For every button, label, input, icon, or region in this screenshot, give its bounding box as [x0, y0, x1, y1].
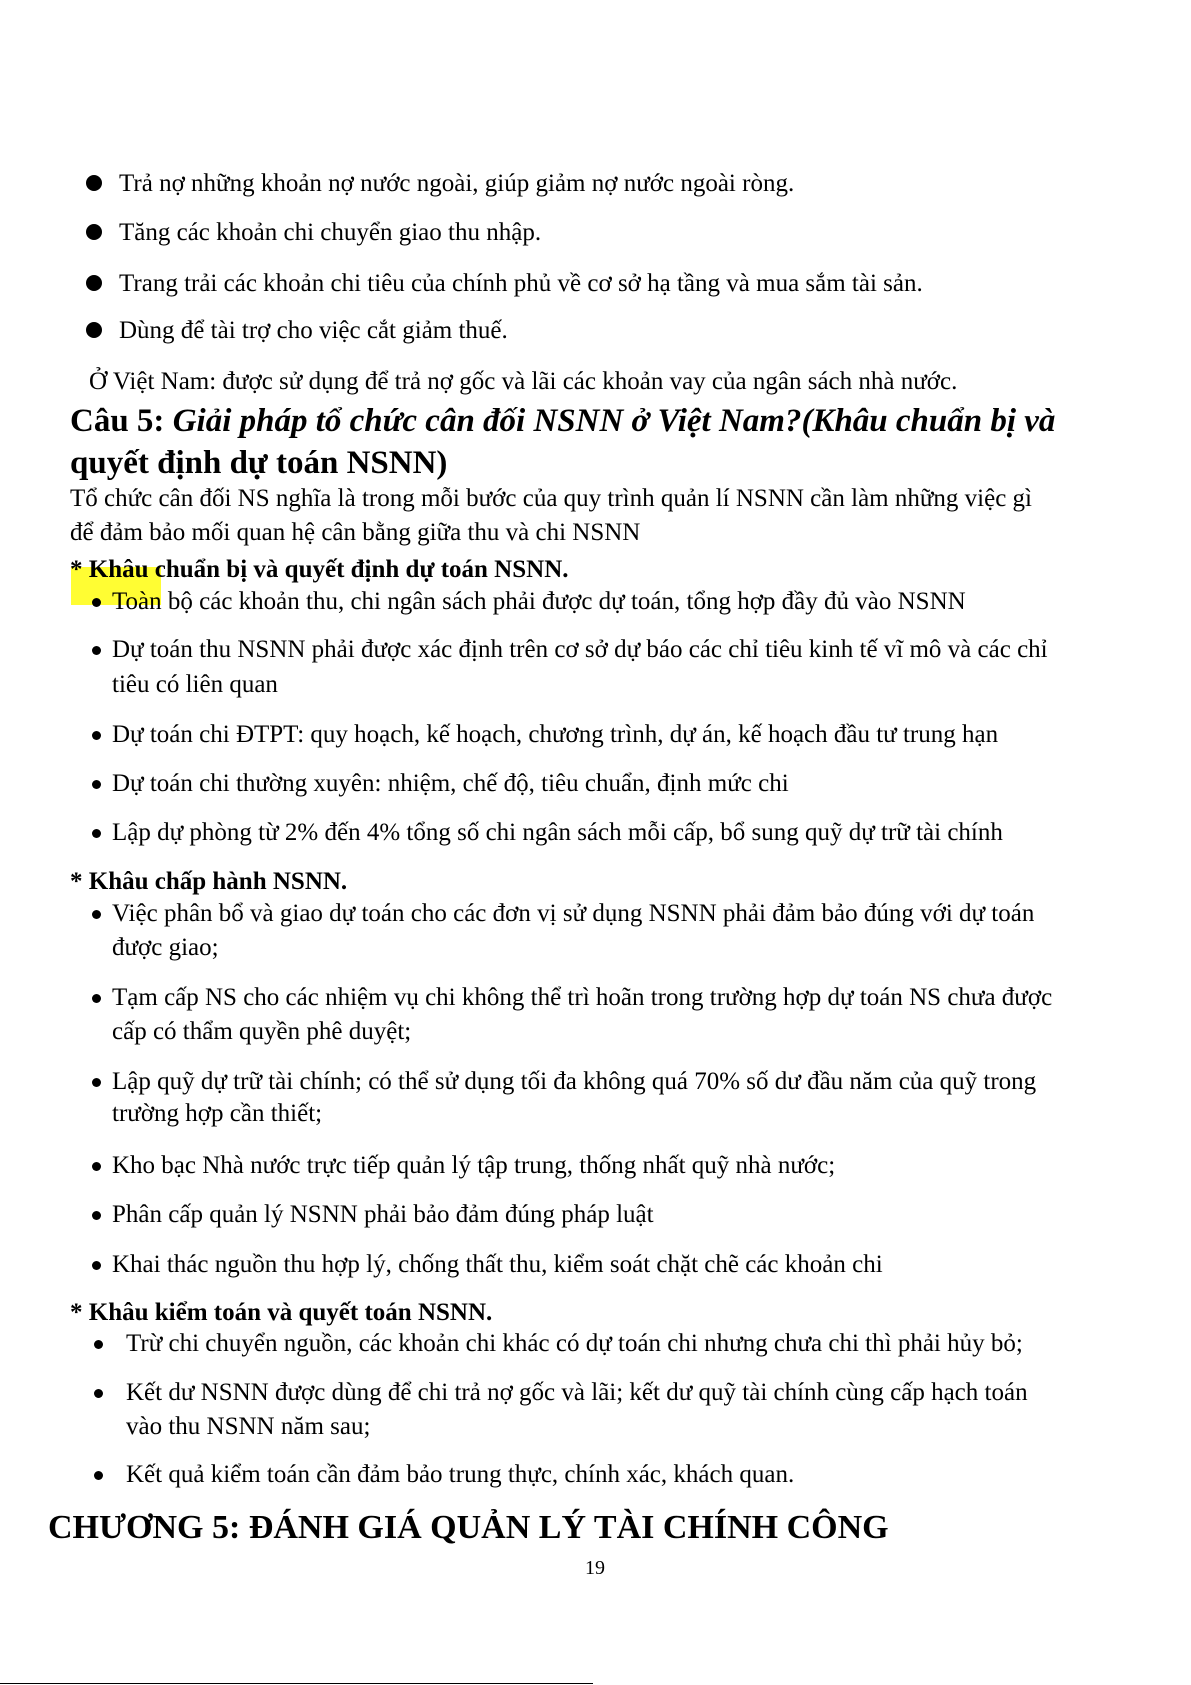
section3-item-2: Kết dư NSNN được dùng để chi trả nợ gốc và lãi; kết dư quỹ tài chính cùng cấp hạch toán — [126, 1379, 1028, 1406]
intro-paragraph-line1: Tổ chức cân đối NS nghĩa là trong mỗi bước của quy trình quản lí NSNN cần làm những việc gì — [70, 485, 1032, 512]
section-heading-audit: * Khâu kiểm toán và quyết toán NSNN. — [70, 1299, 493, 1326]
section-heading-preparation: * Khâu chuẩn bị và quyết định dự toán NSNN. — [70, 556, 569, 583]
bullet-icon — [92, 1211, 101, 1220]
bullet-icon — [92, 1078, 101, 1087]
section2-item-4: Kho bạc Nhà nước trực tiếp quản lý tập trung, thống nhất quỹ nhà nước; — [112, 1152, 836, 1179]
question-prefix: Câu 5: — [70, 403, 173, 439]
section3-item-2-cont: vào thu NSNN năm sau; — [126, 1413, 371, 1440]
bullet-icon — [86, 224, 102, 240]
section1-item-1: Toàn bộ các khoản thu, chi ngân sách phải được dự toán, tổng hợp đầy đủ vào NSNN — [112, 588, 966, 615]
bullet-icon — [92, 994, 101, 1003]
bullet-icon — [92, 829, 101, 838]
intro-paragraph-line2: để đảm bảo mối quan hệ cân bằng giữa thu và chi NSNN — [70, 519, 641, 546]
section2-item-6: Khai thác nguồn thu hợp lý, chống thất thu, kiểm soát chặt chẽ các khoản chi — [112, 1251, 883, 1278]
section3-item-1: Trừ chi chuyển nguồn, các khoản chi khác có dự toán chi nhưng chưa chi thì phải hủy bỏ; — [126, 1330, 1023, 1357]
bullet-icon — [86, 322, 102, 338]
section2-item-2: Tạm cấp NS cho các nhiệm vụ chi không thể trì hoãn trong trường hợp dự toán NS chưa được — [112, 984, 1053, 1011]
question-heading-line2: quyết định dự toán NSNN) — [70, 445, 448, 481]
section-heading-execution: * Khâu chấp hành NSNN. — [70, 868, 348, 895]
bullet-icon — [94, 1340, 103, 1349]
section1-item-2-cont: tiêu có liên quan — [112, 671, 278, 698]
bullet-icon — [94, 1471, 103, 1480]
page-number: 19 — [585, 1557, 605, 1579]
bullet-icon — [92, 731, 101, 740]
section1-item-3: Dự toán chi ĐTPT: quy hoạch, kế hoạch, chương trình, dự án, kế hoạch đầu tư trung hạn — [112, 721, 999, 748]
section1-item-2: Dự toán thu NSNN phải được xác định trên cơ sở dự báo các chỉ tiêu kinh tế vĩ mô và các chỉ — [112, 636, 1048, 663]
bullet-icon — [92, 1162, 101, 1171]
question-title: Giải pháp tổ chức cân đối NSNN ở Việt Nam?(Khâu chuẩn bị và — [172, 403, 1056, 439]
bullet-icon — [92, 598, 101, 607]
section2-item-3-cont: trường hợp cần thiết; — [112, 1100, 323, 1127]
bullet-icon — [92, 646, 101, 655]
section2-item-1: Việc phân bổ và giao dự toán cho các đơn vị sử dụng NSNN phải đảm bảo đúng với dự toán — [112, 900, 1035, 927]
section2-item-5: Phân cấp quản lý NSNN phải bảo đảm đúng pháp luật — [112, 1201, 654, 1228]
bullet-icon — [86, 175, 102, 191]
section1-item-5: Lập dự phòng từ 2% đến 4% tổng số chi ngân sách mỗi cấp, bổ sung quỹ dự trữ tài chính — [112, 819, 1003, 846]
intro-bullet-4: Dùng để tài trợ cho việc cắt giảm thuế. — [119, 317, 508, 344]
intro-bullet-2: Tăng các khoản chi chuyển giao thu nhập. — [119, 219, 542, 246]
section2-item-1-cont: được giao; — [112, 934, 219, 961]
section3-item-3: Kết quả kiểm toán cần đảm bảo trung thực, chính xác, khách quan. — [126, 1461, 795, 1488]
bullet-icon — [92, 1261, 101, 1270]
footer-rule — [0, 1683, 593, 1684]
bullet-icon — [86, 275, 102, 291]
section2-item-3: Lập quỹ dự trữ tài chính; có thể sử dụng tối đa không quá 70% số dư đầu năm của quỹ trong — [112, 1068, 1037, 1095]
intro-bullet-3: Trang trải các khoản chi tiêu của chính phủ về cơ sở hạ tầng và mua sắm tài sản. — [119, 270, 923, 297]
vietnam-note: Ở Việt Nam: được sử dụng để trả nợ gốc và lãi các khoản vay của ngân sách nhà nước. — [89, 368, 958, 395]
bullet-icon — [92, 780, 101, 789]
bullet-icon — [94, 1389, 103, 1398]
intro-bullet-1: Trả nợ những khoản nợ nước ngoài, giúp giảm nợ nước ngoài ròng. — [119, 170, 795, 197]
bullet-icon — [92, 910, 101, 919]
chapter-title: CHƯƠNG 5: ĐÁNH GIÁ QUẢN LÝ TÀI CHÍNH CÔNG — [48, 1509, 889, 1546]
question-heading-line1 — [70, 405, 1055, 438]
section1-item-4: Dự toán chi thường xuyên: nhiệm, chế độ, tiêu chuẩn, định mức chi — [112, 770, 789, 797]
section2-item-2-cont: cấp có thẩm quyền phê duyệt; — [112, 1018, 412, 1045]
